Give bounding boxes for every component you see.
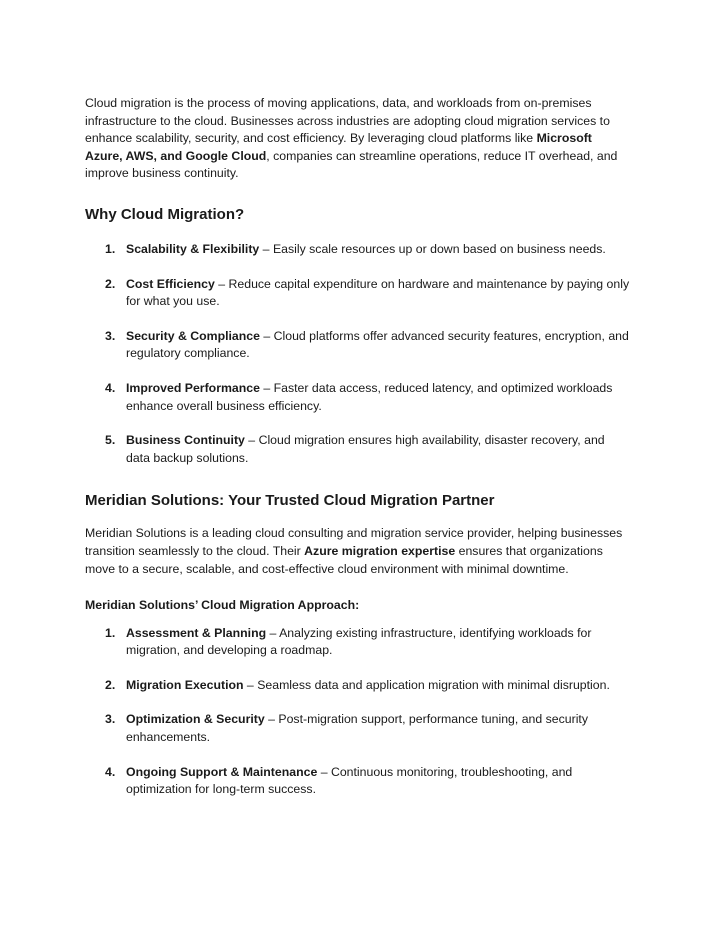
meridian-text-1: Meridian Solutions is a leading cloud consulting and migration service provider, helping businesses transition seamlessly to the cloud. Their: [85, 526, 623, 558]
list-number: 3.: [105, 328, 116, 343]
list-item-title: Scalability & Flexibility: [126, 241, 260, 256]
intro-text-2: , companies can streamline operations, reduce IT overhead, and improve business continuity.: [85, 148, 618, 181]
list-number: 4.: [105, 380, 116, 395]
list-item-text: – Cloud platforms offer advanced security features, encryption, and regulatory compliance.: [126, 328, 629, 361]
approach-heading: Meridian Solutions’ Cloud Migration Approach:: [85, 598, 360, 613]
approach-list: [85, 625, 630, 799]
document-page: [85, 95, 630, 816]
list-item-title: Ongoing Support & Maintenance: [126, 764, 318, 779]
list-item: [85, 432, 630, 467]
list-item: [85, 241, 630, 259]
list-item: [85, 711, 630, 746]
list-item: [85, 677, 630, 695]
why-heading: Why Cloud Migration?: [85, 205, 245, 223]
list-item: [85, 276, 630, 311]
list-item: [85, 328, 630, 363]
list-number: 5.: [105, 433, 116, 448]
list-item: [85, 764, 630, 799]
list-number: 2.: [105, 677, 116, 692]
list-item-title: Improved Performance: [126, 380, 260, 395]
list-item-title: Business Continuity: [126, 433, 245, 448]
list-number: 3.: [105, 712, 116, 727]
list-item-title: Migration Execution: [126, 677, 244, 692]
list-item: [85, 625, 630, 660]
intro-platforms: Microsoft Azure, AWS, and Google Cloud: [85, 131, 592, 163]
list-item-text: – Faster data access, reduced latency, and optimized workloads enhance overall business efficiency.: [126, 380, 613, 413]
list-item-title: Security & Compliance: [126, 328, 260, 343]
meridian-expertise: Azure migration expertise: [304, 543, 456, 558]
list-item-text: – Post-migration support, performance tuning, and security enhancements.: [126, 712, 589, 745]
list-item-title: Optimization & Security: [126, 712, 265, 727]
list-number: 1.: [105, 625, 116, 640]
list-item-text: – Easily scale resources up or down based on business needs.: [259, 241, 606, 256]
list-item-text: – Seamless data and application migration with minimal disruption.: [243, 677, 610, 692]
intro-paragraph: [85, 95, 630, 183]
list-item: [85, 380, 630, 415]
list-number: 4.: [105, 764, 116, 779]
list-item-title: Assessment & Planning: [126, 625, 267, 640]
list-item-title: Cost Efficiency: [126, 276, 215, 291]
list-item-text: – Cloud migration ensures high availability, disaster recovery, and data backup solutions.: [126, 433, 605, 465]
why-list: [85, 241, 630, 467]
meridian-paragraph: [85, 525, 630, 578]
meridian-heading: Meridian Solutions: Your Trusted Cloud Migration Partner: [85, 492, 495, 510]
intro-text-1: Cloud migration is the process of moving applications, data, and workloads from on-premises infrastructure to the cloud. Businesses across industries are adopting cloud migration services to enhance scalability, security, and cost efficiency. By leveraging cloud platforms like: [85, 96, 610, 146]
list-item-text: – Analyzing existing infrastructure, identifying workloads for migration, and developing a roadmap.: [126, 625, 592, 658]
meridian-text-2: ensures that organizations move to a secure, scalable, and cost-effective cloud environment with minimal downtime.: [85, 543, 603, 576]
list-number: 1.: [105, 241, 116, 256]
list-item-text: – Reduce capital expenditure on hardware and maintenance by paying only for what you use.: [126, 276, 630, 309]
list-item-text: – Continuous monitoring, troubleshooting, and optimization for long-term success.: [126, 764, 573, 797]
list-number: 2.: [105, 276, 116, 291]
